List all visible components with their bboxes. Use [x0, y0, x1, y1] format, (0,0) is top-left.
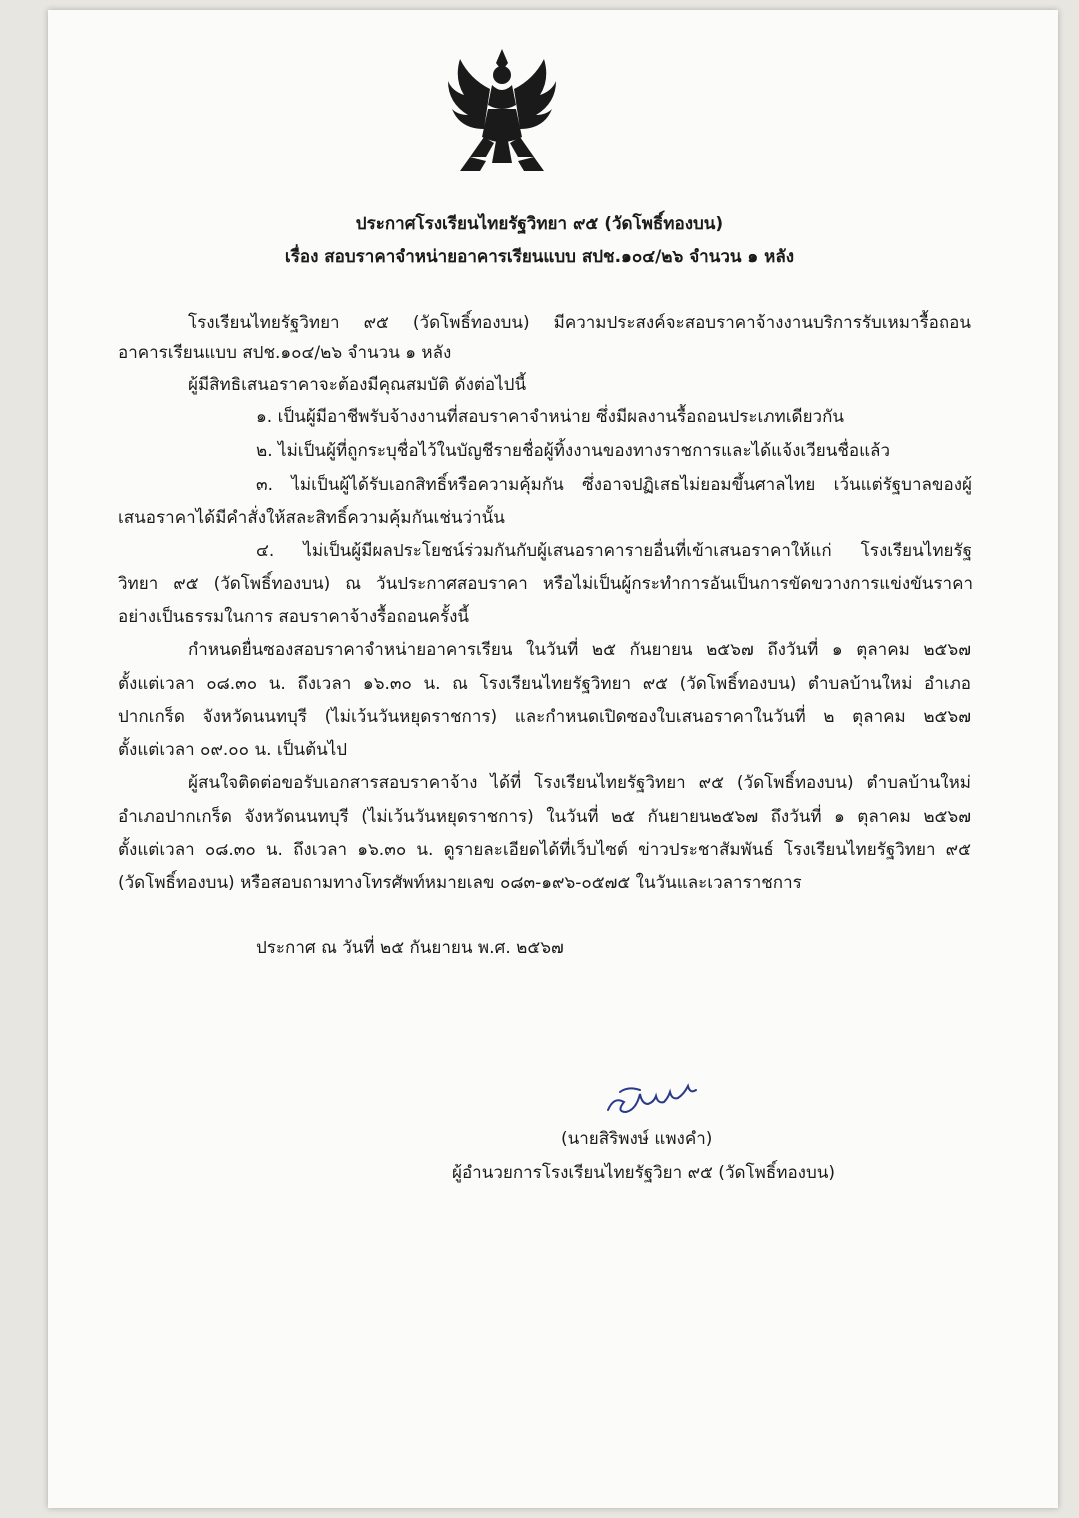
- contact-line-4: (วัดโพธิ์ทองบน) หรือสอบถามทางโทรศัพท์หมายเลข ๐๘๓-๑๙๖-๐๕๗๕ ในวันและเวลาราชการ: [118, 873, 802, 893]
- qualification-item-2: ๒. ไม่เป็นผู้ที่ถูกระบุชื่อไว้ในบัญชีรายชื่อผู้ทิ้งงานของทางราชการและได้แจ้งเวียนชื่อแล้ว: [256, 441, 890, 461]
- announce-date: ประกาศ ณ วันที่ ๒๕ กันยายน พ.ศ. ๒๕๖๗: [256, 938, 564, 958]
- intro-line-2: อาคารเรียนแบบ สปช.๑๐๔/๒๖ จำนวน ๑ หลัง: [118, 343, 452, 363]
- qualification-item-3-line-1: ๓. ไม่เป็นผู้ได้รับเอกสิทธิ์หรือความคุ้มกัน ซึ่งอาจปฏิเสธไม่ยอมขึ้นศาลไทย เว้นแต่รัฐบาลของผู้: [256, 475, 972, 495]
- signature-icon: [600, 1070, 725, 1125]
- contact-line-3: ตั้งแต่เวลา ๐๘.๓๐ น. ถึงเวลา ๑๖.๓๐ น. ดูรายละเอียดได้ที่เว็บไซต์ ข่าวประชาสัมพันธ์ โรงเรียนไทยรัฐวิทยา ๙๕: [118, 840, 971, 860]
- qualification-item-4-line-2: วิทยา ๙๕ (วัดโพธิ์ทองบน) ณ วันประกาศสอบราคา หรือไม่เป็นผู้กระทำการอันเป็นการขัดขวางการแข่งขันราคา: [118, 574, 973, 594]
- qualification-item-4-line-3: อย่างเป็นธรรมในการ สอบราคาจ้างรื้อถอนครั้งนี้: [118, 607, 470, 627]
- signer-title: ผู้อำนวยการโรงเรียนไทยรัฐวิยา ๙๕ (วัดโพธิ์ทองบน): [452, 1163, 835, 1183]
- announcement-subject: เรื่อง สอบราคาจำหน่ายอาคารเรียนแบบ สปช.๑๐๔/๒๖ จำนวน ๑ หลัง: [284, 247, 795, 267]
- intro-line-1: โรงเรียนไทยรัฐวิทยา ๙๕ (วัดโพธิ์ทองบน) มีความประสงค์จะสอบราคาจ้างงานบริการรับเหมารื้อถอน: [188, 313, 971, 333]
- schedule-line-2: ตั้งแต่เวลา ๐๘.๓๐ น. ถึงเวลา ๑๖.๓๐ น. ณ โรงเรียนไทยรัฐวิทยา ๙๕ (วัดโพธิ์ทองบน) ตำบลบ้านใหม่ อำเภอ: [118, 674, 971, 694]
- signer-name: (นายสิริพงษ์ แพงคำ): [561, 1129, 713, 1149]
- schedule-line-3: ปากเกร็ด จังหวัดนนทบุรี (ไม่เว้นวันหยุดราชการ) และกำหนดเปิดซองใบเสนอราคาในวันที่ ๒ ตุลาคม ๒๕๖๗: [118, 707, 971, 727]
- schedule-line-1: กำหนดยื่นซองสอบราคาจำหน่ายอาคารเรียน ในวันที่ ๒๕ กันยายน ๒๕๖๗ ถึงวันที่ ๑ ตุลาคม ๒๕๖๗: [188, 640, 971, 660]
- qualification-item-3-line-2: เสนอราคาได้มีคำสั่งให้สละสิทธิ์ความคุ้มกันเช่นว่านั้น: [118, 508, 505, 528]
- contact-line-1: ผู้สนใจติดต่อขอรับเอกสารสอบราคาจ้าง ได้ที่ โรงเรียนไทยรัฐวิทยา ๙๕ (วัดโพธิ์ทองบน) ตำบลบ้านใหม่: [188, 773, 971, 793]
- announcement-title: ประกาศโรงเรียนไทยรัฐวิทยา ๙๕ (วัดโพธิ์ทองบน): [355, 214, 724, 234]
- qualification-item-4-line-1: ๔. ไม่เป็นผู้มีผลประโยชน์ร่วมกันกับผู้เสนอราคารายอื่นที่เข้าเสนอราคาให้แก่ โรงเรียนไทยรัฐ: [256, 541, 972, 561]
- schedule-line-4: ตั้งแต่เวลา ๐๙.๐๐ น. เป็นต้นไป: [118, 740, 348, 760]
- qualification-item-1: ๑. เป็นผู้มีอาชีพรับจ้างงานที่สอบราคาจำหน่าย ซึ่งมีผลงานรื้อถอนประเภทเดียวกัน: [256, 407, 845, 427]
- contact-line-2: อำเภอปากเกร็ด จังหวัดนนทบุรี (ไม่เว้นวันหยุดราชการ) ในวันที่ ๒๕ กันยายน๒๕๖๗ ถึงวันที่ ๑ ตุลาคม ๒๕๖๗: [118, 807, 971, 827]
- garuda-emblem-icon: [440, 45, 565, 185]
- qualification-heading: ผู้มีสิทธิเสนอราคาจะต้องมีคุณสมบัติ ดังต่อไปนี้: [188, 375, 527, 395]
